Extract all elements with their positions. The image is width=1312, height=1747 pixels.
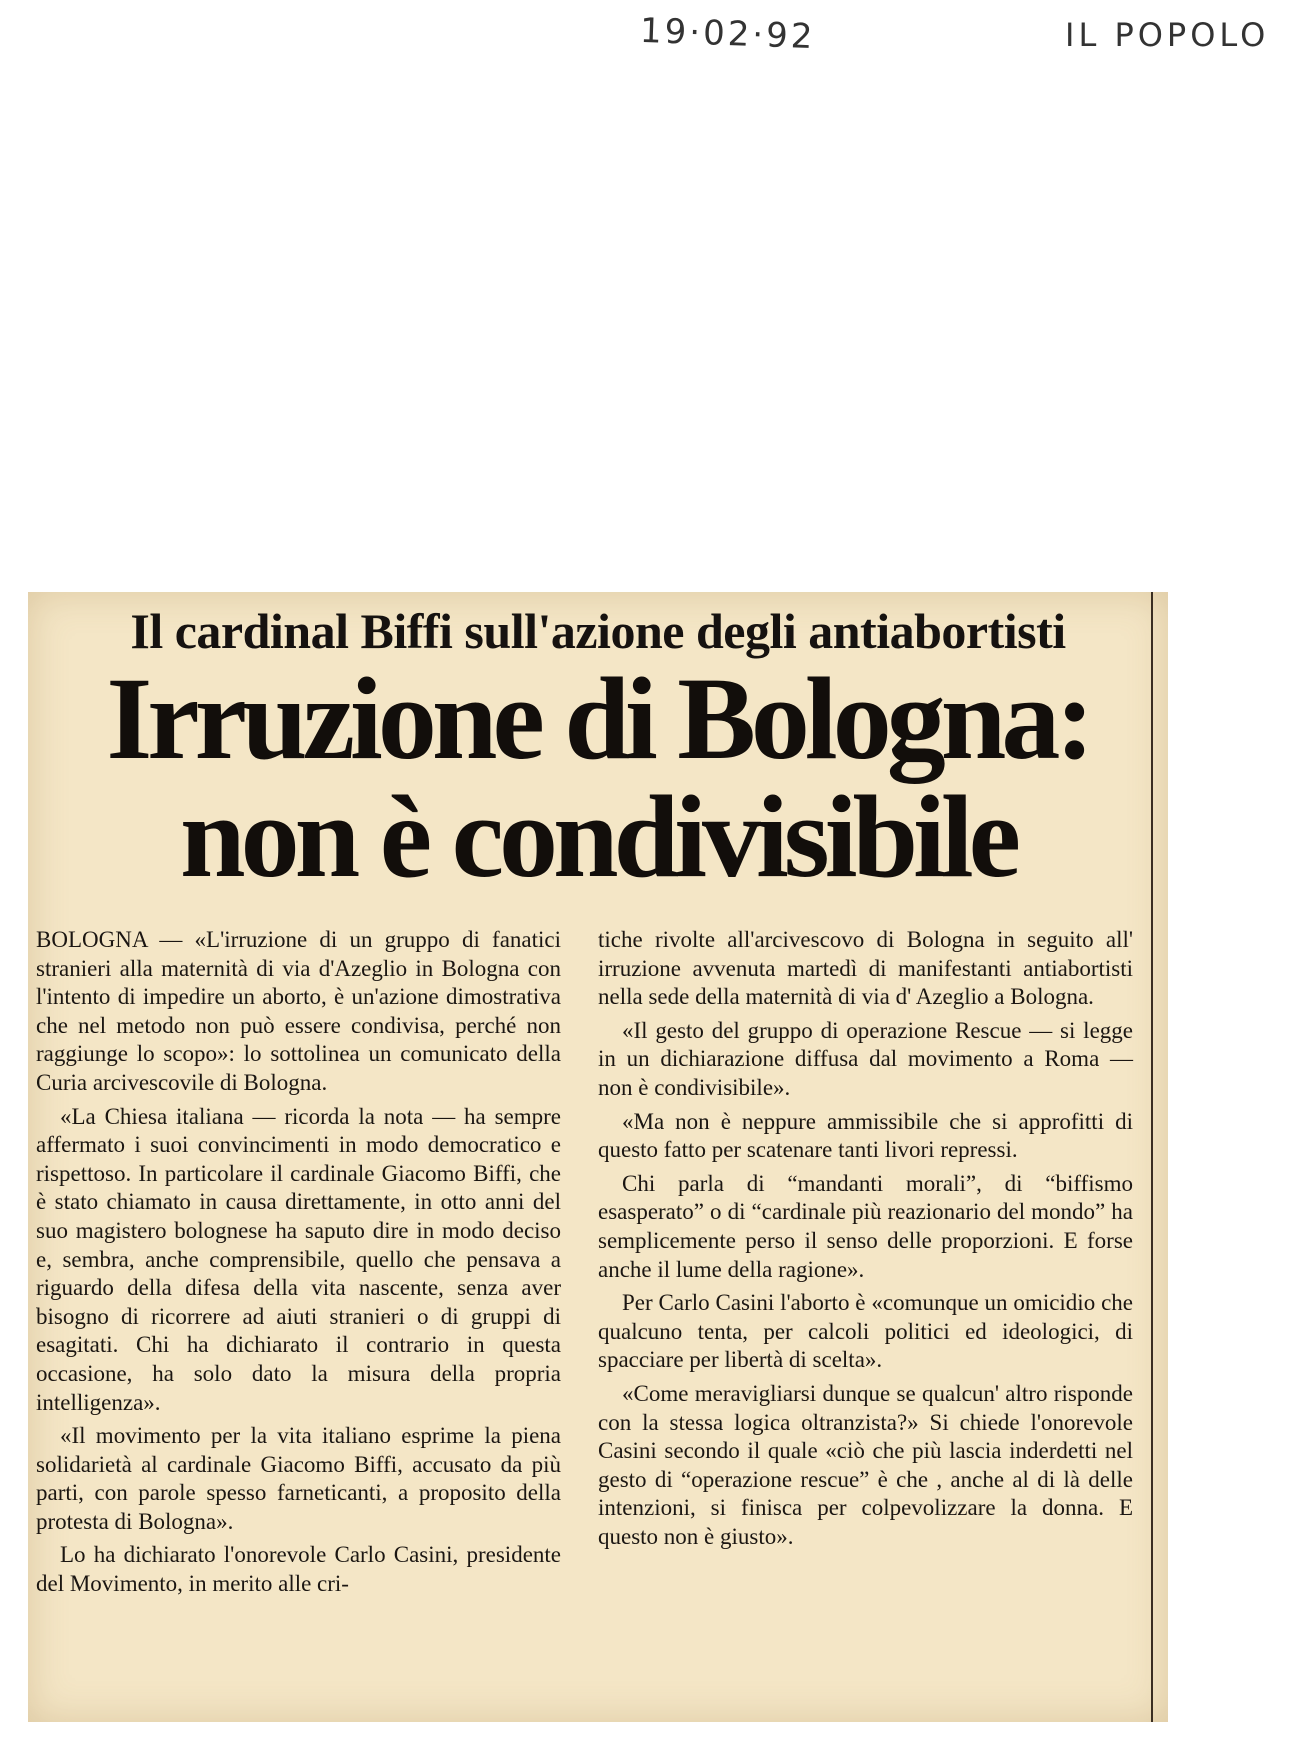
- article-paragraph: «Come meravigliarsi dunque se qualcun' altro risponde con la stessa logica oltranzista?» Si chiede l'onorevole Casini secondo il quale «ciò che più lascia inderdetti nel gesto di “operazione rescue” è che , anche al di là delle intenzioni, si finisca per colpevolizzare la donna. E questo non è giusto».: [598, 1380, 1133, 1549]
- handwritten-source: IL POPOLO: [1065, 16, 1270, 54]
- article-column-left: [36, 926, 561, 1604]
- handwritten-date: 19·02·92: [639, 10, 817, 58]
- article-headline: [48, 653, 1148, 902]
- article-paragraph: «Ma non è neppure ammissibile che si approfitti di questo fatto per scatenare tanti livori repressi.: [598, 1108, 1133, 1163]
- headline-line-1: Irruzione di Bologna:: [106, 653, 1090, 784]
- article-paragraph: Per Carlo Casini l'aborto è «comunque un omicidio che qualcuno tenta, per calcoli politici ed ideologici, di spacciare per libertà di scelta».: [598, 1290, 1133, 1373]
- article-kicker: Il cardinal Biffi sull'azione degli antiabortisti: [130, 603, 1066, 659]
- newspaper-clipping: [28, 592, 1168, 1722]
- column-rule: [1151, 592, 1153, 1722]
- article-paragraph: Lo ha dichiarato l'onorevole Carlo Casini, presidente del Movimento, in merito alle cri-: [36, 1542, 561, 1597]
- article-paragraph: «Il movimento per la vita italiano esprime la piena solidarietà al cardinale Giacomo Biffi, accusato da più parti, con parole spesso farneticanti, a proposito della protesta di Bologna».: [36, 1423, 561, 1534]
- article-paragraph: BOLOGNA — «L'irruzione di un gruppo di fanatici stranieri alla maternità di via d'Azeglio in Bologna con l'intento di impedire un aborto, è un'azione dimostrativa che nel metodo non può essere condivisa, perché non raggiunge lo scopo»: lo sottolinea un comunicato della Curia arcivescovile di Bologna.: [36, 927, 561, 1095]
- article-column-right: [598, 926, 1133, 1556]
- article-paragraph: tiche rivolte all'arcivescovo di Bologna in seguito all' irruzione avvenuta martedì di manifestanti antiabortisti nella sede della maternità di via d' Azeglio a Bologna.: [598, 927, 1133, 1010]
- article-paragraph: Chi parla di “mandanti morali”, di “biffismo esasperato” o di “cardinale più reazionario del mondo” ha semplicemente perso il senso delle proporzioni. E forse anche il lume della ragione».: [598, 1170, 1133, 1282]
- article-paragraph: «La Chiesa italiana — ricorda la nota — ha sempre affermato i suoi convincimenti in modo democratico e rispettoso. In particolare il cardinale Giacomo Biffi, che è stato chiamato in causa direttamente, in otto anni del suo magistero bolognese ha saputo dire in modo deciso e, sembra, anche comprensibile, quello che pensava a riguardo della difesa della vita nascente, senza aver bisogno di ricorrere ad aiuti stranieri o di gruppi di esagitati. Chi ha dichiarato il contrario in questa occasione, ha solo dato la misura della propria intelligenza».: [36, 1103, 561, 1415]
- headline-line-2: non è condivisibile: [179, 771, 1017, 902]
- article-paragraph: «Il gesto del gruppo di operazione Rescue — si legge in un dichiarazione diffusa dal movimento a Roma — non è condivisibile».: [598, 1017, 1133, 1100]
